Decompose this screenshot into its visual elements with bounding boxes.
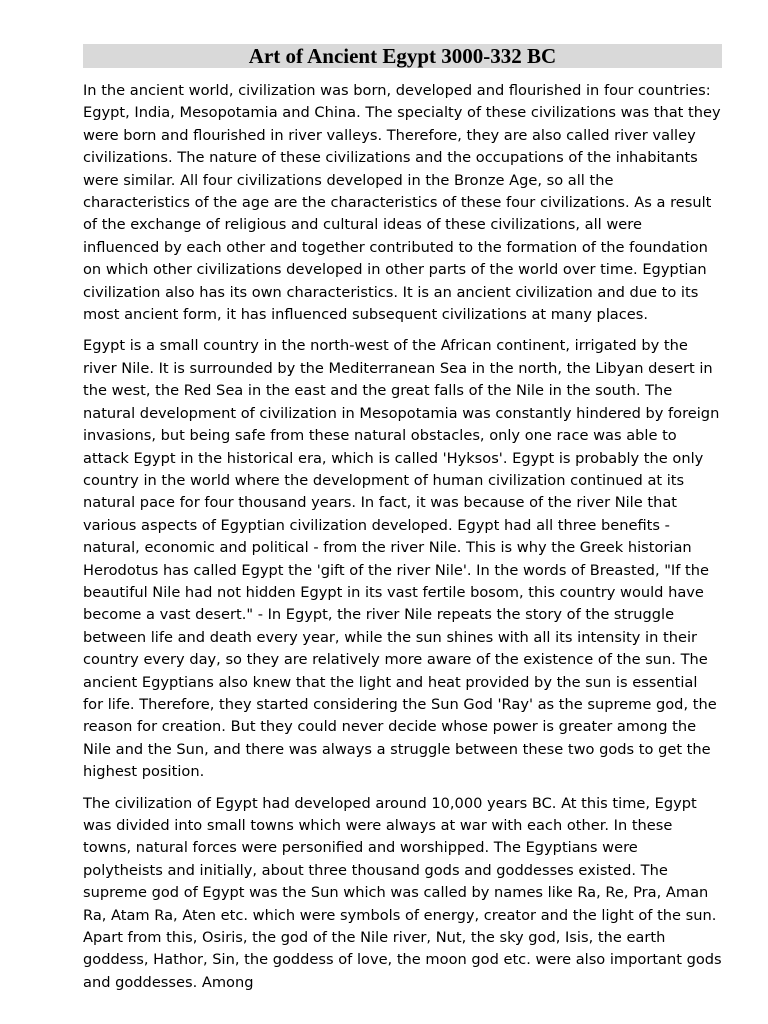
paragraph-2: Egypt is a small country in the north-west of the African continent, irrigated by the river Nile. It is surrounded by the Mediterranean Sea in the north, the Libyan desert in the west, the Red Sea in the east and the great falls of the Nile in the south. The natural development of civilization in Mesopotamia was constantly hindered by foreign invasions, but being safe from these natural obstacles, only one race was able to attack Egypt in the historical era, which is called 'Hyksos'. Egypt is probably the only country in the world where the development of human civilization continued at its natural pace for four thousand years. In fact, it was because of the river Nile that various aspects of Egyptian civilization developed. Egypt had all three benefits - natural, economic and political - from the river Nile. This is why the Greek historian Herodotus has called Egypt the 'gift of the river Nile'. In the words of Breasted, "If the beautiful Nile had not hidden Egypt in its vast fertile bosom, this country would have become a vast desert." - In Egypt, the river Nile repeats the story of the struggle between life and death every year, while the sun shines with all its intensity in their country every day, so they are relatively more aware of the existence of the sun. The ancient Egyptians also knew that the light and heat provided by the sun is essential for life. Therefore, they started considering the Sun God 'Ray' as the supreme god, the reason for creation. But they could never decide whose power is greater among the Nile and the Sun, and there was always a struggle between these two gods to get the highest position. bbox=[83, 337, 720, 781]
document-title: Art of Ancient Egypt 3000-332 BC bbox=[83, 44, 722, 68]
paragraph-3: The civilization of Egypt had developed around 10,000 years BC. At this time, Egypt was divided into small towns which were always at war with each other. In these towns, natural forces were personified and worshipped. The Egyptians were polytheists and initially, about three thousand gods and goddesses existed. The supreme god of Egypt was the Sun which was called by names like Ra, Re, Pra, Aman Ra, Atam Ra, Aten etc. which were symbols of energy, creator and the light of the sun. Apart from this, Osiris, the god of the Nile river, Nut, the sky god, Isis, the earth goddess, Hathor, Sin, the goddess of love, the moon god etc. were also important gods and goddesses. Among bbox=[83, 794, 722, 991]
paragraph-1: In the ancient world, civilization was born, developed and flourished in four countries: Egypt, India, Mesopotamia and China. The specialty of these civilizations was that they were born and flourished in river valleys. Therefore, they are also called river valley civilizations. The nature of these civilizations and the occupations of the inhabitants were similar. All four civilizations developed in the Bronze Age, so all the characteristics of the age are the characteristics of these four civilizations. As a result of the exchange of religious and cultural ideas of these civilizations, all were influenced by each other and together contributed to the formation of the foundation on which other civilizations developed in other parts of the world over time. Egyptian civilization also has its own characteristics. It is an ancient civilization and due to its most ancient form, it has influenced subsequent civilizations at many places. bbox=[83, 82, 721, 324]
document-page bbox=[83, 44, 722, 1003]
